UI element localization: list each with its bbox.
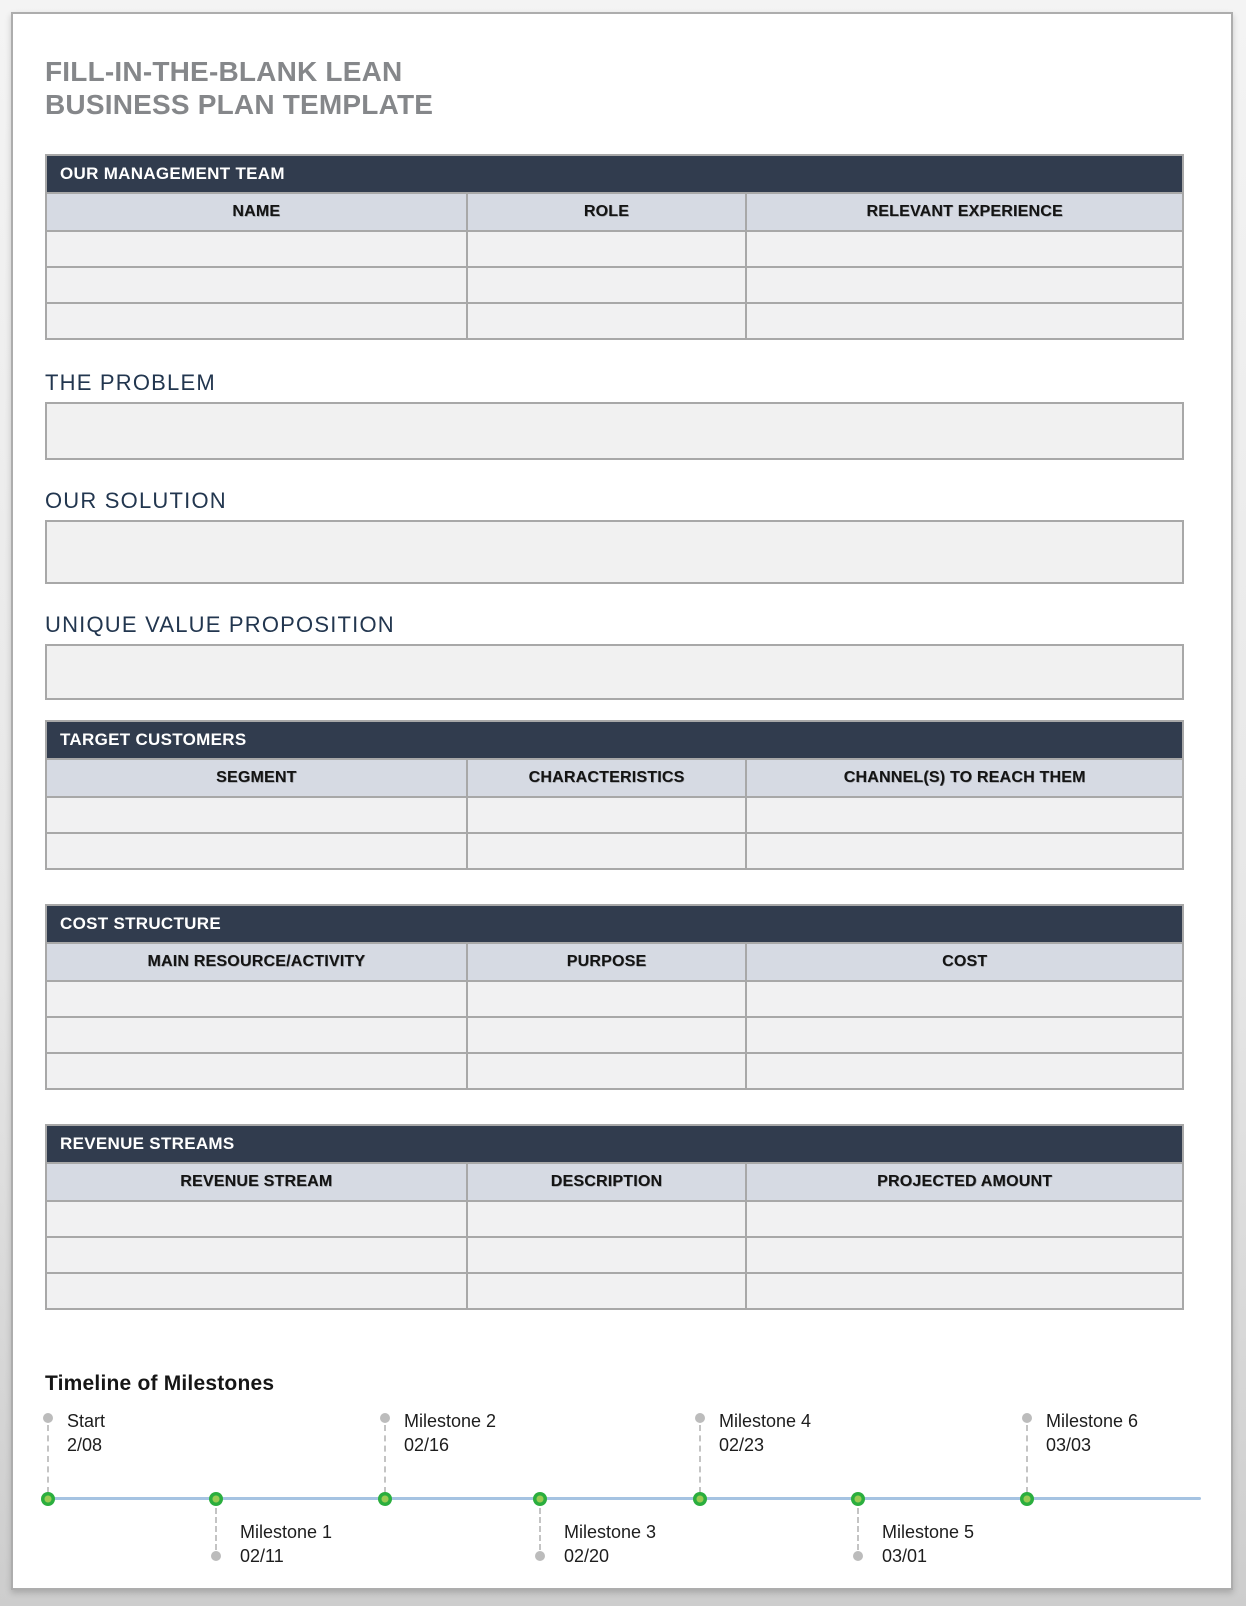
milestone-endpoint-circle — [1022, 1413, 1032, 1423]
milestone-marker-dot — [378, 1492, 392, 1506]
milestone-date: 02/23 — [719, 1435, 765, 1455]
milestone-connector-dashed — [699, 1425, 701, 1493]
milestone-label — [719, 1409, 811, 1457]
solution-input-box[interactable] — [45, 520, 1184, 584]
table-cell-empty[interactable] — [467, 1273, 747, 1309]
table-cell-empty[interactable] — [46, 1201, 467, 1237]
value-proposition-input-box[interactable] — [45, 644, 1184, 700]
milestone-label — [67, 1409, 105, 1457]
milestone-connector-dashed — [539, 1508, 541, 1550]
table-row — [46, 1237, 1183, 1273]
milestone-marker-dot — [41, 1492, 55, 1506]
table-title-revenue-streams: REVENUE STREAMS — [46, 1125, 1183, 1163]
column-header-role: ROLE — [467, 193, 747, 231]
column-header-purpose: PURPOSE — [467, 943, 747, 981]
column-header-relevant-experience: RELEVANT EXPERIENCE — [746, 193, 1183, 231]
milestone-endpoint-circle — [853, 1551, 863, 1561]
milestone-connector-dashed — [47, 1425, 49, 1493]
milestone-marker-dot — [851, 1492, 865, 1506]
milestone-name: Milestone 1 — [240, 1522, 333, 1542]
milestone-date: 2/08 — [67, 1435, 103, 1455]
table-cell-empty[interactable] — [46, 797, 467, 833]
column-header-name: NAME — [46, 193, 467, 231]
table-cell-empty[interactable] — [467, 981, 747, 1017]
column-header-channels-to-reach-them: CHANNEL(S) TO REACH THEM — [746, 759, 1183, 797]
table-cell-empty[interactable] — [746, 1017, 1183, 1053]
table-cell-empty[interactable] — [746, 231, 1183, 267]
table-row — [46, 267, 1183, 303]
table-cell-empty[interactable] — [46, 1017, 467, 1053]
document-title — [45, 55, 1184, 121]
table-cell-empty[interactable] — [746, 797, 1183, 833]
table-cell-empty[interactable] — [46, 267, 467, 303]
problem-input-box[interactable] — [45, 402, 1184, 460]
table-cell-empty[interactable] — [467, 797, 747, 833]
milestone-marker-dot — [1020, 1492, 1034, 1506]
table-cell-empty[interactable] — [46, 981, 467, 1017]
milestone-name: Milestone 6 — [1046, 1411, 1139, 1431]
table-cell-empty[interactable] — [46, 231, 467, 267]
milestone-connector-dashed — [857, 1508, 859, 1550]
milestone-marker-dot — [209, 1492, 223, 1506]
column-header-main-resource-activity: MAIN RESOURCE/ACTIVITY — [46, 943, 467, 981]
section-label-unique-value-proposition: UNIQUE VALUE PROPOSITION — [45, 612, 395, 637]
document-title-line1: FILL-IN-THE-BLANK LEAN — [45, 56, 403, 87]
table-row — [46, 231, 1183, 267]
table-cell-empty[interactable] — [467, 1237, 747, 1273]
milestone-label — [1046, 1409, 1138, 1457]
table-title-our-management-team: OUR MANAGEMENT TEAM — [46, 155, 1183, 193]
column-header-projected-amount: PROJECTED AMOUNT — [746, 1163, 1183, 1201]
table-row — [46, 981, 1183, 1017]
milestone-date: 02/11 — [240, 1546, 284, 1566]
milestone-label — [564, 1520, 656, 1568]
table-cell-empty[interactable] — [746, 1273, 1183, 1309]
milestone-connector-dashed — [384, 1425, 386, 1493]
table-cell-empty[interactable] — [746, 1201, 1183, 1237]
section-label-our-solution: OUR SOLUTION — [45, 488, 227, 513]
table-title-target-customers: TARGET CUSTOMERS — [46, 721, 1183, 759]
milestone-name: Milestone 5 — [882, 1522, 975, 1542]
table-cell-empty[interactable] — [467, 1201, 747, 1237]
table-cell-empty[interactable] — [467, 231, 747, 267]
table-cell-empty[interactable] — [746, 1053, 1183, 1089]
milestone-endpoint-circle — [43, 1413, 53, 1423]
milestone-connector-dashed — [215, 1508, 217, 1550]
table-cell-empty[interactable] — [467, 833, 747, 869]
table-cell-empty[interactable] — [46, 1053, 467, 1089]
column-header-segment: SEGMENT — [46, 759, 467, 797]
table-row — [46, 1017, 1183, 1053]
table-row — [46, 1053, 1183, 1089]
table-cell-empty[interactable] — [746, 833, 1183, 869]
milestone-endpoint-circle — [695, 1413, 705, 1423]
cost-structure-table — [45, 904, 1184, 1090]
timeline-heading: Timeline of Milestones — [45, 1372, 275, 1395]
section-label-the-problem: THE PROBLEM — [45, 370, 216, 395]
table-cell-empty[interactable] — [46, 833, 467, 869]
table-cell-empty[interactable] — [467, 1017, 747, 1053]
milestone-date: 02/20 — [564, 1546, 610, 1566]
column-header-characteristics: CHARACTERISTICS — [467, 759, 747, 797]
milestone-name: Start — [67, 1411, 106, 1431]
table-row — [46, 1273, 1183, 1309]
milestone-date: 03/03 — [1046, 1435, 1092, 1455]
table-cell-empty[interactable] — [46, 1273, 467, 1309]
table-title-cost-structure: COST STRUCTURE — [46, 905, 1183, 943]
table-cell-empty[interactable] — [746, 1237, 1183, 1273]
table-row — [46, 833, 1183, 869]
document-title-line2: BUSINESS PLAN TEMPLATE — [45, 89, 434, 120]
milestone-label — [882, 1520, 974, 1568]
column-header-cost: COST — [746, 943, 1183, 981]
milestone-marker-dot — [533, 1492, 547, 1506]
table-row — [46, 303, 1183, 339]
target-customers-table — [45, 720, 1184, 870]
milestone-date: 02/16 — [404, 1435, 450, 1455]
table-cell-empty[interactable] — [746, 981, 1183, 1017]
milestone-label — [240, 1520, 332, 1568]
milestone-name: Milestone 3 — [564, 1522, 657, 1542]
milestone-label — [404, 1409, 496, 1457]
table-cell-empty[interactable] — [46, 1237, 467, 1273]
document-page — [11, 12, 1233, 1590]
milestone-name: Milestone 4 — [719, 1411, 812, 1431]
milestone-date: 03/01 — [882, 1546, 928, 1566]
table-row — [46, 1201, 1183, 1237]
milestone-connector-dashed — [1026, 1425, 1028, 1493]
milestone-marker-dot — [693, 1492, 707, 1506]
table-cell-empty[interactable] — [467, 303, 747, 339]
milestone-endpoint-circle — [535, 1551, 545, 1561]
table-cell-empty[interactable] — [746, 267, 1183, 303]
table-row — [46, 797, 1183, 833]
table-cell-empty[interactable] — [46, 303, 467, 339]
timeline-canvas — [45, 1400, 1184, 1598]
table-cell-empty[interactable] — [746, 303, 1183, 339]
revenue-streams-table — [45, 1124, 1184, 1310]
page-content — [13, 55, 1231, 1598]
milestone-endpoint-circle — [380, 1413, 390, 1423]
milestone-name: Milestone 2 — [404, 1411, 497, 1431]
table-cell-empty[interactable] — [467, 267, 747, 303]
milestone-endpoint-circle — [211, 1551, 221, 1561]
spacer — [45, 700, 1184, 720]
column-header-revenue-stream: REVENUE STREAM — [46, 1163, 467, 1201]
table-cell-empty[interactable] — [467, 1053, 747, 1089]
column-header-description: DESCRIPTION — [467, 1163, 747, 1201]
management-team-table — [45, 154, 1184, 340]
